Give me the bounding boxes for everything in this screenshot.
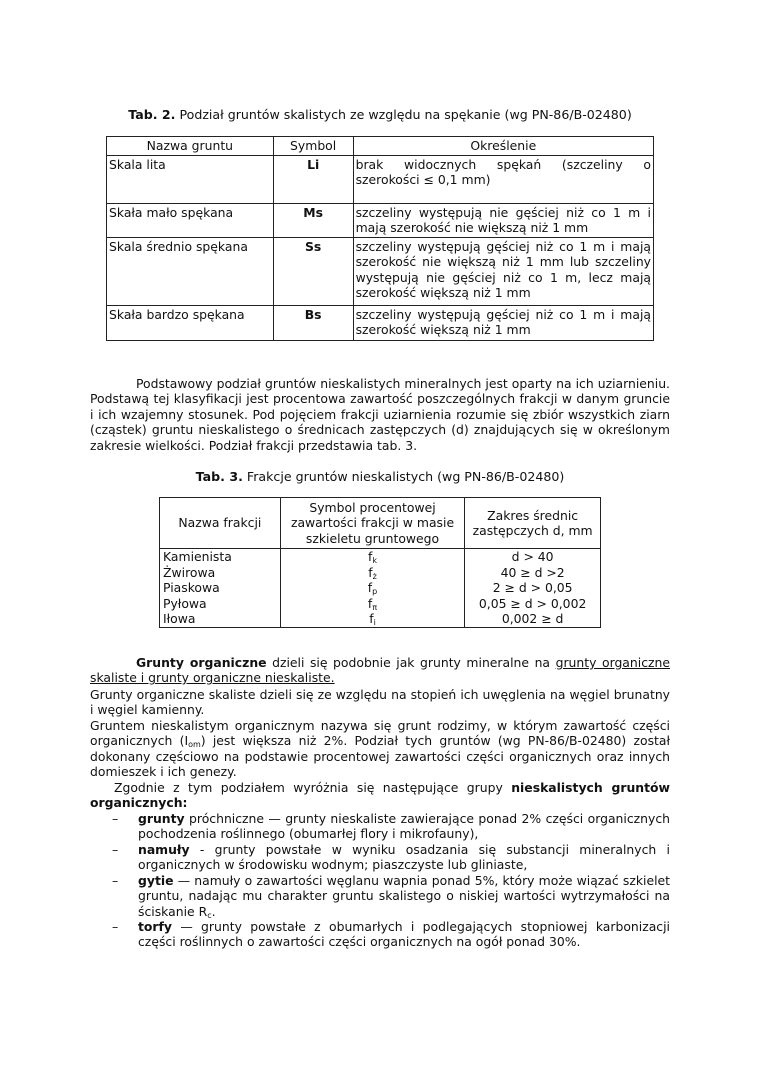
cell-fraction-name: Kamienista (160, 549, 281, 565)
cell-diameter-range: 2 ≥ d > 0,05 (465, 580, 601, 596)
cell-diameter-range: 40 ≥ d >2 (465, 565, 601, 581)
table-row (160, 611, 601, 627)
paragraph-organic-rock: Grunty organiczne skaliste dzieli się ze względu na stopień ich uwęglenia na węgiel brunatny i węgiel kamienny. (90, 687, 670, 718)
cell-definition: szczeliny występują nie gęściej niż co 1 m i mają szerokość nie większą niż 1 mm (353, 204, 653, 238)
cell-fraction-name: Pyłowa (160, 596, 281, 612)
header-diameter-range: Zakres średnic zastępczych d, mm (465, 498, 601, 549)
cell-diameter-range: 0,05 ≥ d > 0,002 (465, 596, 601, 612)
cell-diameter-range: d > 40 (465, 549, 601, 565)
header-fraction-name: Nazwa frakcji (160, 498, 281, 549)
cell-fraction-symbol: $f_k$ (280, 549, 464, 565)
tab3-caption-text: Frakcje gruntów nieskalistych (wg PN-86/B-02480) (246, 469, 565, 484)
dash-bullet: – (112, 919, 119, 934)
table-row (160, 580, 601, 596)
paragraph-groups-intro: Zgodnie z tym podziałem wyróżnia się następujące grupy nieskalistych gruntów organicznych: (90, 780, 670, 811)
cell-symbol: Bs (273, 305, 353, 340)
paragraph-organic-intro: Grunty organiczne dzieli się podobnie jak grunty mineralne na grunty organiczne skaliste i grunty organiczne nieskaliste. (90, 655, 670, 686)
cell-name: Skała bardzo spękana (107, 305, 274, 340)
cell-definition: szczeliny występują gęściej niż co 1 m i mają szerokość większą niż 1 mm (353, 305, 653, 340)
table-row (107, 204, 654, 238)
list-item-text: grunty próchniczne — grunty nieskaliste zawierające ponad 2% części organicznych pochodzenia roślinnego (obumarłej flory i mikrofauny), (138, 811, 670, 842)
cell-fraction-symbol: $f_\pi$ (280, 596, 464, 612)
cell-symbol: Ms (273, 204, 353, 238)
list-item-text: namuły - grunty powstałe w wyniku osadzania się substancji mineralnych i organicznych w środowisku wodnym; piaszczyste lub gliniaste, (138, 842, 670, 873)
cell-name: Skala lita (107, 156, 274, 204)
header-soil-name: Nazwa gruntu (107, 137, 274, 156)
list-item-text: torfy — grunty powstałe z obumarłych i podlegających stopniowej karbonizacji części roślinnych o zawartości części organicznych na ogół ponad 30%. (138, 919, 670, 950)
paragraph-organic-nonrock: Gruntem nieskalistym organicznym nazywa się grunt rodzimy, w którym zawartość części organicznych $(I_{om})$ jest większa niż 2%. Podział tych gruntów (wg PN-86/B-02480) został dokonany częściowo na podstawie procentowej zawartości części organicznych oraz innych domieszek i ich genezy. (90, 718, 670, 780)
soil-fraction-table (159, 497, 601, 628)
cell-fraction-symbol: $f_i$ (280, 611, 464, 627)
table-row (107, 156, 654, 204)
cell-fraction-symbol: $f_p$ (280, 580, 464, 596)
cell-diameter-range: 0,002 ≥ d (465, 611, 601, 627)
table-row (107, 237, 654, 305)
cell-name: Skała mało spękana (107, 204, 274, 238)
header-fraction-symbol: Symbol procentowej zawartości frakcji w masie szkieletu gruntowego (280, 498, 464, 549)
header-definition: Określenie (353, 137, 653, 156)
tab2-caption (0, 107, 760, 122)
cell-definition: brak widocznych spękań (szczeliny o szerokości ≤ 0,1 mm) (353, 156, 653, 204)
paragraph-grain-size: Podstawowy podział gruntów nieskalistych mineralnych jest oparty na ich uziarnieniu. Podstawą tej klasyfikacji jest procentowa zawartość poszczególnych frakcji w danym gruncie i ich wzajemny stosunek. Pod pojęciem frakcji uziarnienia rozumie się zbiór wszystkich ziarn (cząstek) gruntu nieskalistego o średnicach zastępczych (d) znajdujących się w określonym zakresie wielkości. Podział frakcji przedstawia tab. 3. (90, 376, 670, 453)
soil-rock-fracture-table (106, 136, 654, 341)
table-header-row (107, 137, 654, 156)
list-item-text: gytie — namuły o zawartości węglanu wapnia ponad 5%, który może wiązać szkielet gruntu, nadając mu charakter gruntu skalistego o niskiej wartości wytrzymałości na ściskanie $R_c$. (138, 873, 670, 920)
dash-bullet: – (112, 873, 119, 888)
cell-fraction-name: Żwirowa (160, 565, 281, 581)
cell-definition: szczeliny występują gęściej niż co 1 m i mają szerokość nie większą niż 1 mm lub szczeliny występują nie gęściej niż co 1 m, lecz mają szerokość większą niż 1 mm (353, 237, 653, 305)
table-row (107, 305, 654, 340)
table-row (160, 549, 601, 565)
cell-fraction-symbol: $f_ż$ (280, 565, 464, 581)
cell-fraction-name: Iłowa (160, 611, 281, 627)
dash-bullet: – (112, 842, 119, 857)
tab2-caption-text: Podział gruntów skalistych ze względu na spękanie (wg PN-86/B-02480) (179, 107, 632, 122)
header-symbol: Symbol (273, 137, 353, 156)
cell-symbol: Ss (273, 237, 353, 305)
dash-bullet: – (112, 811, 119, 826)
cell-symbol: Li (273, 156, 353, 204)
tab3-label: Tab. 3. (195, 469, 243, 484)
table-row (160, 565, 601, 581)
tab3-caption (0, 469, 760, 484)
cell-fraction-name: Piaskowa (160, 580, 281, 596)
tab2-label: Tab. 2. (128, 107, 176, 122)
table-row (160, 596, 601, 612)
table-header-row (160, 498, 601, 549)
cell-name: Skala średnio spękana (107, 237, 274, 305)
